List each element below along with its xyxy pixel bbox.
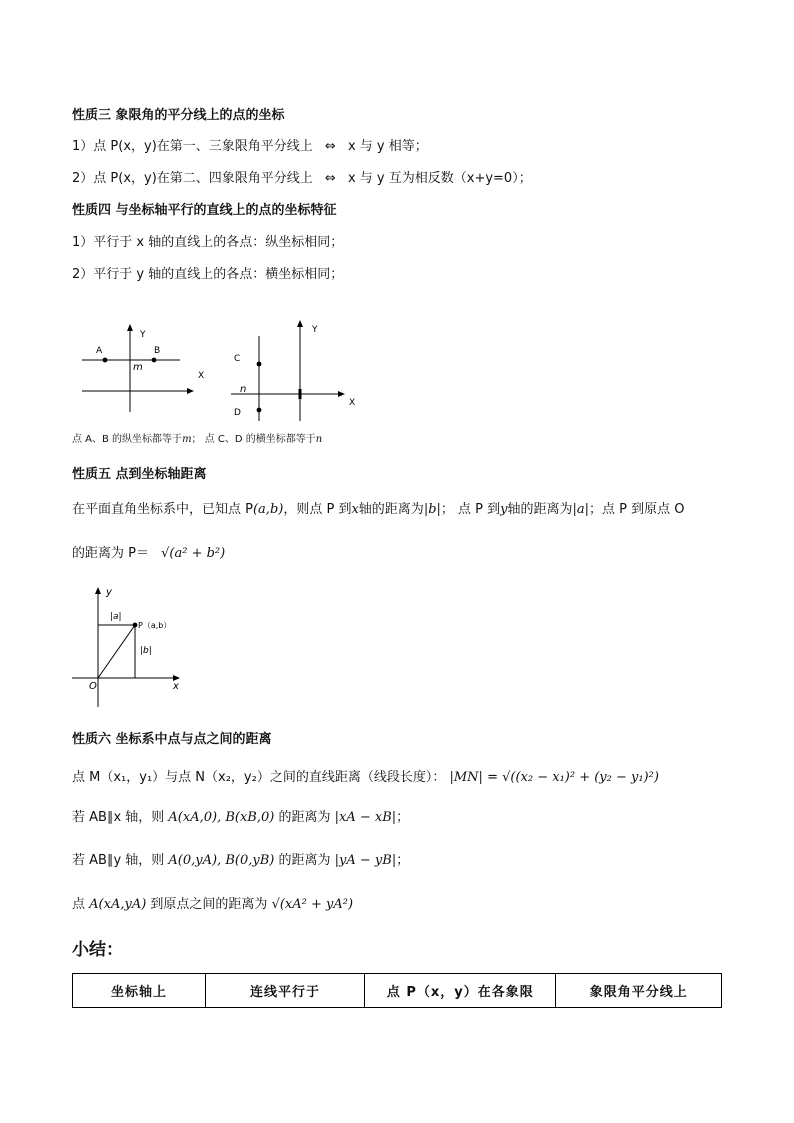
section4-line1: 1）平行于 x 轴的直线上的各点：纵坐标相同；	[72, 235, 344, 250]
right-x-label: X	[349, 398, 356, 408]
equivalence-arrow: ⇔	[324, 171, 336, 186]
s5-text-d: ； 点 P 到	[440, 502, 501, 517]
left-x-label: X	[198, 371, 205, 381]
left-y-label: Y	[140, 330, 146, 340]
s5-distance-formula: √(a² + b²)	[161, 546, 226, 561]
s5-text-c: 轴的距离为	[358, 502, 424, 517]
figure-caption	[72, 430, 322, 445]
s5-line2-prefix: 的距离为 P＝	[72, 546, 149, 561]
section3-line1	[72, 135, 428, 154]
summary-col-parallel: 连线平行于	[206, 974, 365, 1008]
right-y-label: Y	[312, 325, 318, 335]
caption-n: n	[315, 434, 323, 445]
section3-line2-suffix: x 与 y 互为相反数（x+y=0）；	[347, 171, 532, 186]
section3-line1-prefix: 1）点 P(x，y)在第一、三象限角平分线上	[72, 139, 313, 154]
s5-y-var: y	[500, 502, 508, 517]
s6-line2-formula: |xA − xB|	[334, 810, 397, 825]
point-d	[257, 408, 262, 413]
s6-mn-abs: |MN|	[449, 770, 483, 785]
label-b: B	[154, 346, 161, 356]
s5-y-arrow	[95, 587, 101, 594]
s5-abs-b: |b|	[423, 502, 441, 517]
s6-line4-a: 点	[72, 897, 86, 912]
right-y-arrow	[297, 320, 303, 327]
s6-line3-points: A(0,yA), B(0,yB)	[168, 853, 275, 868]
s6-line2-points: A(xA,0), B(xB,0)	[168, 810, 275, 825]
s6-line3-end: ；	[396, 853, 410, 868]
s5-point-label: P（a,b）	[138, 621, 172, 630]
table-row	[73, 974, 722, 1008]
s5-text-f: ；点 P 到原点 O	[589, 502, 685, 517]
section4-heading: 性质四 与坐标轴平行的直线上的点的坐标特征	[72, 203, 337, 218]
caption-text-2: ； 点 C、D 的横坐标都等于	[191, 434, 316, 445]
left-y-arrow	[127, 324, 133, 331]
s5-y-label: y	[106, 587, 112, 598]
s6-line4-formula: √(xA² + yA²)	[271, 897, 354, 912]
s5-text-b: ，则点 P 到	[283, 502, 352, 517]
section4-line2: 2）平行于 y 轴的直线上的各点：横坐标相同；	[72, 267, 344, 282]
point-p	[133, 623, 138, 628]
summary-col-axes: 坐标轴上	[73, 974, 206, 1008]
label-a: A	[96, 346, 103, 356]
section3-line2	[72, 167, 532, 186]
s5-origin-label: O	[89, 681, 97, 692]
s5-point: (a,b)	[252, 502, 284, 517]
section5-line2	[72, 542, 225, 561]
label-d: D	[234, 408, 241, 418]
right-x-arrow	[338, 391, 345, 397]
s5-text-e: 轴的距离为	[507, 502, 573, 517]
point-c	[257, 362, 262, 367]
section5-heading: 性质五 点到坐标轴距离	[72, 467, 207, 482]
s5-abs-b-label: |b|	[140, 646, 152, 656]
s5-abs-a-label: |a|	[110, 612, 122, 622]
s6-line2-b: 的距离为	[278, 810, 331, 825]
section5-line1	[72, 498, 685, 517]
s5-text-a: 在平面直角坐标系中，已知点 P	[72, 502, 253, 517]
s5-abs-a: |a|	[572, 502, 590, 517]
s6-line2-end: ；	[396, 810, 410, 825]
summary-col-bisector: 象限角平分线上	[556, 974, 722, 1008]
caption-m: m	[182, 434, 192, 445]
left-x-arrow	[187, 388, 194, 394]
section6-line2	[72, 806, 409, 825]
section3-heading: 性质三 象限角的平分线上的点的坐标	[72, 108, 285, 123]
equivalence-arrow: ⇔	[324, 139, 336, 154]
s5-x-var: x	[351, 502, 359, 517]
s6-line3-b: 的距离为	[278, 853, 331, 868]
s6-line3-formula: |yA − yB|	[334, 853, 397, 868]
summary-col-quadrant: 点 P（x，y）在各象限	[365, 974, 556, 1008]
origin-to-p-segment	[98, 625, 135, 678]
s6-line3-a: 若 AB∥y 轴，则	[72, 853, 165, 868]
label-c: C	[234, 354, 241, 364]
section6-line4	[72, 893, 353, 912]
summary-title: 小结：	[72, 940, 123, 960]
point-a	[103, 358, 108, 363]
label-n: n	[240, 384, 247, 395]
section6-line1: 点 M（x₁，y₁）与点 N（x₂，y₂）之间的直线距离（线段长度）： |MN| = √((x₂ − x₁)² + (y₂ − y₁)²)	[72, 770, 659, 785]
label-m: m	[133, 362, 143, 373]
section6-line3	[72, 849, 409, 868]
s6-distance-formula: √((x₂ − x₁)² + (y₂ − y₁)²)	[502, 770, 659, 785]
section3-line1-suffix: x 与 y 相等；	[347, 139, 428, 154]
s6-line4-b: 到原点之间的距离为	[150, 897, 268, 912]
point-b	[152, 358, 157, 363]
s6-line1-text: 点 M（x₁，y₁）与点 N（x₂，y₂）之间的直线距离（线段长度）：	[72, 770, 446, 785]
caption-text-1: 点 A、B 的纵坐标都等于	[72, 434, 183, 445]
s6-line2-a: 若 AB∥x 轴，则	[72, 810, 165, 825]
parallel-lines-figure	[72, 318, 372, 428]
s5-x-label: x	[173, 681, 179, 692]
section6-heading: 性质六 坐标系中点与点之间的距离	[72, 732, 272, 747]
summary-table	[72, 973, 722, 1008]
point-distance-figure	[72, 583, 192, 708]
section3-line2-prefix: 2）点 P(x，y)在第二、四象限角平分线上	[72, 171, 313, 186]
s6-line4-point: A(xA,yA)	[89, 897, 147, 912]
